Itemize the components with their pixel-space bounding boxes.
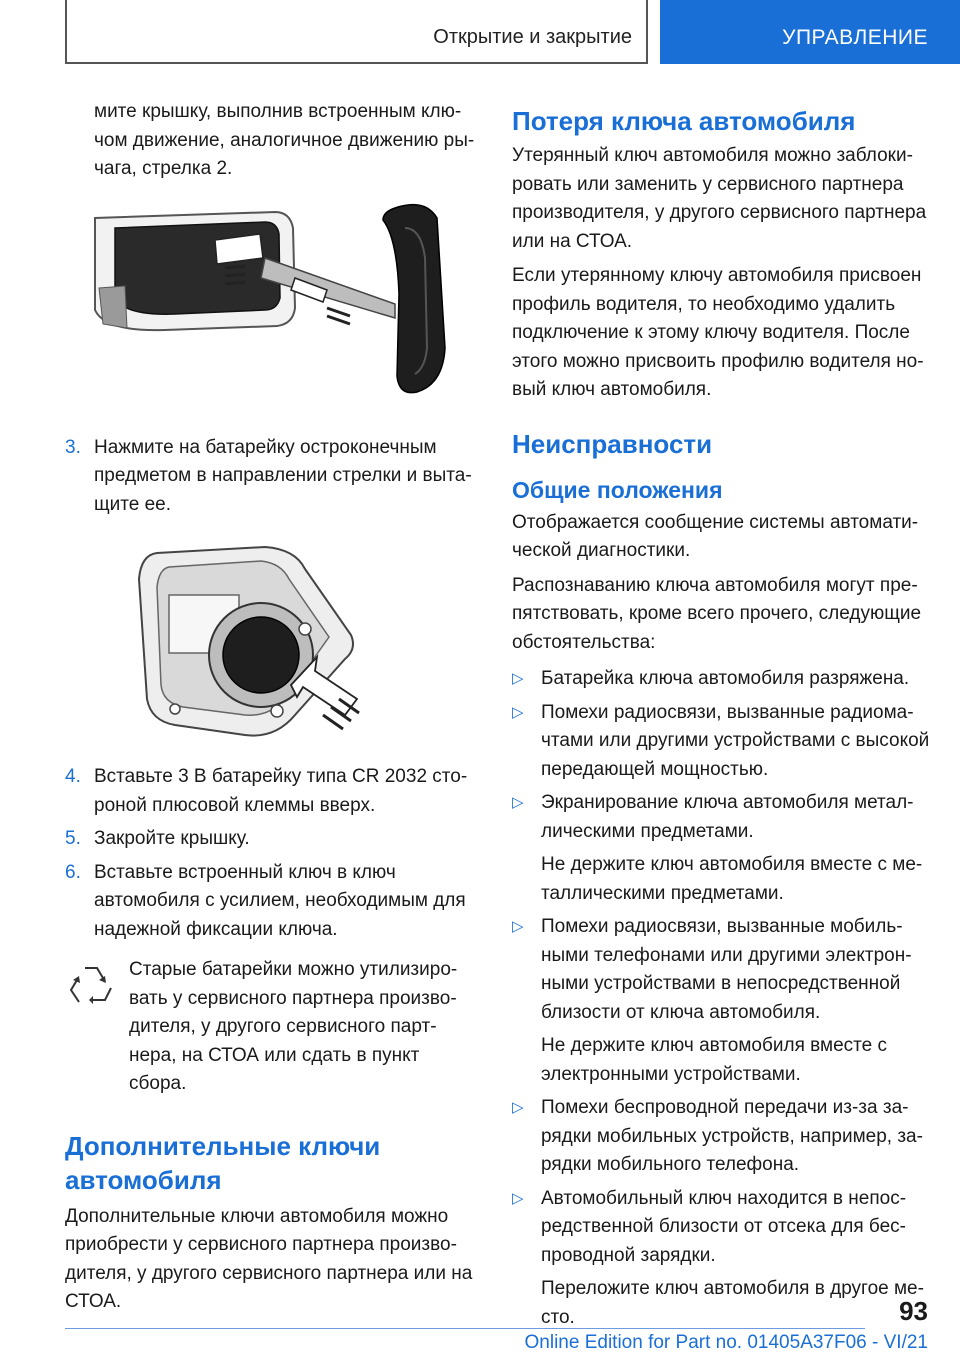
intro-paragraph: мите крышку, выполнив встроенным ключом движение, аналогичное движению рычага, стрелка 2.	[94, 101, 475, 179]
step-text: Вставьте 3 В батарейку типа CR 2032 стороной плюсовой клеммы вверх.	[94, 766, 468, 816]
recycle-icon	[65, 962, 117, 1012]
step-item	[65, 859, 477, 945]
extra-keys-heading: Дополнительные ключи автомобиля	[65, 1130, 381, 1195]
bullet-triangle-icon: ▷	[512, 1189, 524, 1207]
right-column	[512, 98, 930, 1332]
step-number: 4.	[65, 766, 81, 787]
key-cover-figure	[65, 198, 477, 420]
recycle-note-text: Старые батарейки можно утилизировать у сервисного партнера производителя, у другого сервисного партнера, на СТОА или сдать в пункт сбора.	[129, 959, 458, 1094]
general-heading: Общие положения	[512, 476, 723, 503]
battery-removal-figure	[65, 539, 477, 751]
bullet-triangle-icon: ▷	[512, 794, 524, 811]
list-item-advice: Не держите ключ автомобиля вместе с металлическими предметами.	[541, 854, 923, 904]
list-item-advice: Переложите ключ автомобиля в другое место.	[541, 1278, 924, 1328]
list-item-advice: Не держите ключ автомобиля вместе с электронными устройствами.	[541, 1035, 887, 1085]
step-text: Нажмите на батарейку остроконечным предметом в направлении стрелки и вытащите ее.	[94, 436, 472, 515]
header-chapter-title: УПРАВЛЕНИЕ	[782, 26, 928, 49]
list-item-text: Батарейка ключа автомобиля разряжена.	[541, 668, 910, 689]
footer-divider	[65, 1328, 865, 1329]
list-item	[512, 699, 930, 785]
general-paragraph-1: Отображается сообщение системы автоматической диагностики.	[512, 511, 919, 561]
step-item	[65, 434, 477, 520]
footer-edition: Online Edition for Part no. 01405A37F06 - VI/21	[524, 1332, 928, 1353]
bullet-triangle-icon: ▷	[512, 670, 524, 687]
step-text: Закройте крышку.	[94, 828, 250, 849]
list-item-text: Помехи радиосвязи, вызванные мобильными телефонами или другими электронными устройствами в непосредственной близости от ключа автомобиля.	[541, 916, 912, 1023]
step-item	[65, 763, 477, 820]
list-item-text: Экранирование ключа автомобиля металлическими предметами.	[541, 792, 914, 842]
recycle-note	[65, 956, 477, 1099]
step-number: 6.	[65, 861, 81, 883]
lost-key-paragraph-1: Утерянный ключ автомобиля можно заблокировать или заменить у сервисного партнера производителя, у другого сервисного партнера или на СТОА.	[512, 145, 927, 252]
extra-keys-paragraph: Дополнительные ключи автомобиля можно приобрести у сервисного партнера производителя, у другого сервисного партнера или на СТОА.	[65, 1205, 473, 1312]
header-section-title: Открытие и закрытие	[433, 26, 632, 48]
bullet-triangle-icon: ▷	[512, 1099, 524, 1116]
list-item	[512, 789, 930, 908]
faults-heading: Неисправности	[512, 428, 713, 459]
page-number: 93	[899, 1296, 928, 1326]
step-text: Вставьте встроенный ключ в ключ автомобиля с усилием, необходимым для надежной фиксации ключа.	[94, 861, 466, 940]
bullet-triangle-icon: ▷	[512, 918, 524, 935]
header-section-box	[65, 0, 648, 64]
list-item-text: Помехи беспроводной передачи из-за зарядки мобильных устройств, например, зарядки мобильного телефона.	[541, 1097, 923, 1175]
conditions-list	[512, 665, 930, 1332]
list-item	[512, 913, 930, 1089]
general-paragraph-2: Распознаванию ключа автомобиля могут препятствовать, кроме всего прочего, следующие обстоятельства:	[512, 574, 922, 653]
left-column	[65, 98, 477, 1317]
bullet-triangle-icon: ▷	[512, 703, 524, 721]
step-number: 5.	[65, 828, 81, 849]
list-item-text: Помехи радиосвязи, вызванные радиомачтами или другими устройствами с высокой передающей мощностью.	[541, 701, 930, 780]
list-item-text: Автомобильный ключ находится в непосредственной близости от отсека для беспроводной зарядки.	[541, 1187, 907, 1266]
lost-key-paragraph-2: Если утерянному ключу автомобиля присвоен профиль водителя, то необходимо удалить подключение к этому ключу водителя. После этого можно присвоить профилю водителя новый ключ автомобиля.	[512, 265, 924, 400]
step-number: 3.	[65, 436, 81, 458]
step-item	[65, 825, 477, 854]
list-item	[512, 1185, 930, 1333]
header-chapter-box	[660, 0, 960, 64]
list-item	[512, 1094, 930, 1180]
list-item	[512, 665, 930, 694]
lost-key-heading: Потеря ключа автомобиля	[512, 106, 856, 136]
